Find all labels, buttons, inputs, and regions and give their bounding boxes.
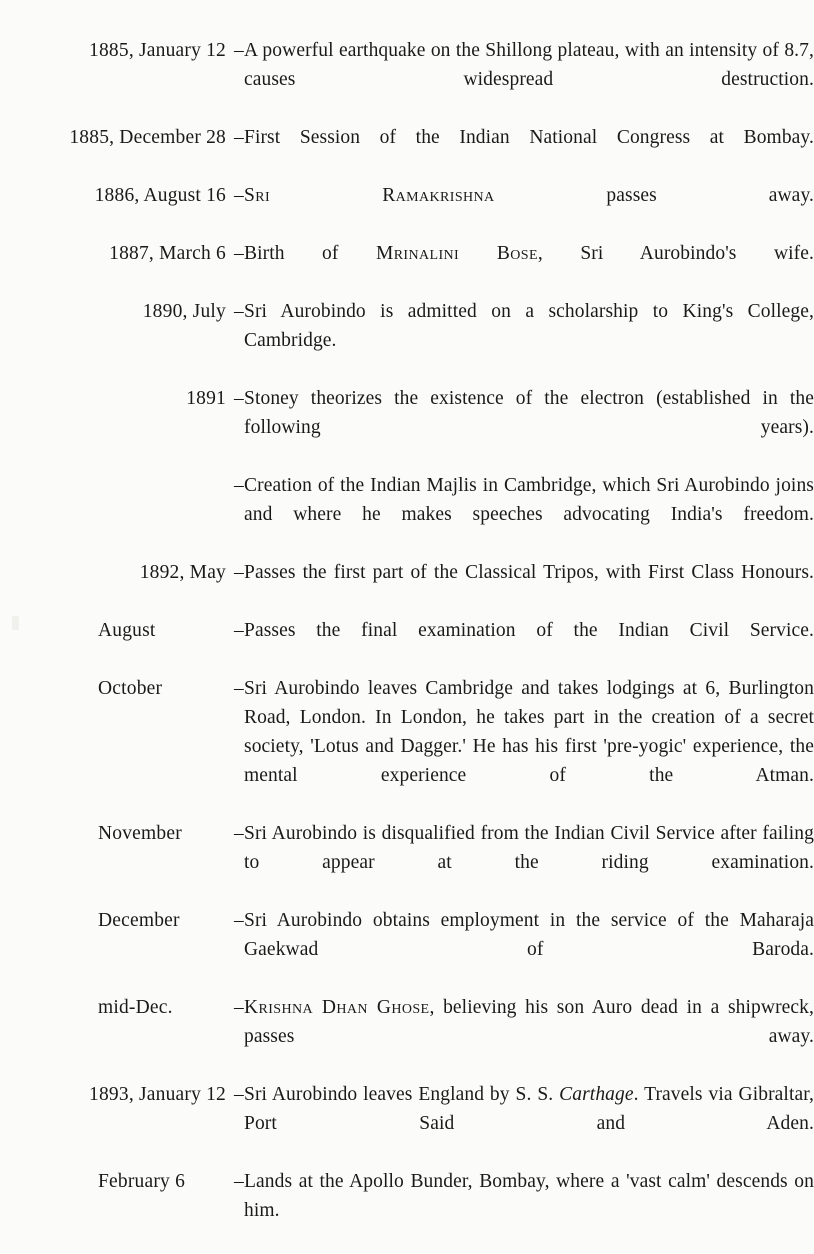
event-text bbox=[244, 819, 814, 906]
text-segment-normal: Sri Aurobindo leaves England by S. S. bbox=[244, 1084, 560, 1105]
chronology-entry bbox=[0, 616, 814, 674]
text-segment-normal: , Sri Aurobindo's wife. bbox=[537, 243, 814, 264]
text-segment-normal: , believing his son Auro dead in a shipwreck, passes away. bbox=[244, 997, 814, 1047]
event-item bbox=[230, 906, 814, 993]
text-segment-normal: Stoney theorizes the existence of the electron (established in the following years). bbox=[244, 388, 814, 438]
entry-date: November bbox=[98, 823, 182, 844]
chronology-entry bbox=[0, 1167, 814, 1254]
entry-date: October bbox=[98, 678, 163, 699]
event-item bbox=[230, 297, 814, 384]
chronology-list bbox=[0, 36, 814, 1254]
dash-marker: – bbox=[234, 562, 244, 583]
chronology-entry bbox=[0, 993, 814, 1080]
event-text bbox=[244, 1167, 814, 1254]
chronology-entry bbox=[0, 181, 814, 239]
text-segment-normal: passes away. bbox=[494, 185, 814, 206]
entry-date: 1892, May bbox=[139, 562, 226, 583]
text-segment-normal: Birth of bbox=[244, 243, 376, 264]
text-segment-normal: Sri Aurobindo is disqualified from the Indian Civil Service after failing to appear at the riding examination. bbox=[244, 823, 814, 873]
event-text bbox=[244, 297, 814, 384]
entry-date: 1886, August 16 bbox=[94, 185, 226, 206]
entry-events bbox=[230, 558, 814, 616]
chronology-entry bbox=[0, 123, 814, 181]
text-segment-normal: Passes the first part of the Classical Tripos, with First Class Honours. bbox=[244, 562, 814, 583]
entry-events bbox=[230, 239, 814, 297]
chronology-entry bbox=[0, 384, 814, 558]
event-item bbox=[230, 123, 814, 181]
chronology-entry bbox=[0, 819, 814, 906]
entry-date: 1887, March 6 bbox=[109, 243, 226, 264]
text-segment-normal: Sri Aurobindo obtains employment in the service of the Maharaja Gaekwad of Baroda. bbox=[244, 910, 814, 960]
dash-marker: – bbox=[234, 301, 244, 322]
text-segment-normal: Sri Aurobindo is admitted on a scholarship to King's College, Cambridge. bbox=[244, 301, 814, 351]
entry-events bbox=[230, 36, 814, 123]
chronology-entry bbox=[0, 906, 814, 993]
entry-events bbox=[230, 906, 814, 993]
dash-marker: – bbox=[234, 185, 244, 206]
event-text bbox=[244, 674, 814, 819]
entry-events bbox=[230, 1080, 814, 1167]
text-segment-normal: Passes the final examination of the Indian Civil Service. bbox=[244, 620, 814, 641]
entry-events bbox=[230, 297, 814, 384]
chronology-entry bbox=[0, 239, 814, 297]
text-segment-normal: Sri Aurobindo leaves Cambridge and takes lodgings at 6, Burlington Road, London. In London, he takes part in the creation of a secret society, 'Lotus and Dagger.' He has his first 'pre-yogic' experience, the mental experience of the Atman. bbox=[244, 678, 814, 786]
entry-events bbox=[230, 674, 814, 819]
text-segment-normal: Lands at the Apollo Bunder, Bombay, where a 'vast calm' descends on him. bbox=[244, 1171, 814, 1221]
chronology-entry bbox=[0, 297, 814, 384]
entry-events bbox=[230, 1167, 814, 1254]
event-item bbox=[230, 36, 814, 123]
event-text bbox=[244, 1080, 814, 1167]
event-text bbox=[244, 123, 814, 181]
entry-events bbox=[230, 181, 814, 239]
text-segment-italic: Carthage bbox=[559, 1084, 634, 1105]
dash-marker: – bbox=[234, 40, 244, 61]
text-segment-normal: Creation of the Indian Majlis in Cambridge, which Sri Aurobindo joins and where he makes speeches advocating India's freedom. bbox=[244, 475, 814, 525]
event-text bbox=[244, 616, 814, 674]
event-item bbox=[230, 384, 814, 471]
event-item bbox=[230, 819, 814, 906]
event-item bbox=[230, 1167, 814, 1254]
dash-marker: – bbox=[234, 475, 244, 496]
event-item bbox=[230, 993, 814, 1080]
text-segment-normal: A powerful earthquake on the Shillong plateau, with an intensity of 8.7, causes widespread destruction. bbox=[244, 40, 814, 90]
dash-marker: – bbox=[234, 243, 244, 264]
event-item bbox=[230, 471, 814, 558]
text-segment-smallcaps: Sri Ramakrishna bbox=[244, 185, 495, 206]
chronology-entry bbox=[0, 36, 814, 123]
event-text bbox=[244, 36, 814, 123]
entry-events bbox=[230, 819, 814, 906]
dash-marker: – bbox=[234, 823, 244, 844]
event-text bbox=[244, 471, 814, 558]
entry-date: December bbox=[98, 910, 180, 931]
entry-events bbox=[230, 993, 814, 1080]
event-text bbox=[244, 239, 814, 297]
chronology-entry bbox=[0, 1080, 814, 1167]
entry-date: 1893, January 12 bbox=[89, 1084, 226, 1105]
dash-marker: – bbox=[234, 997, 244, 1018]
entry-date: 1885, January 12 bbox=[89, 40, 226, 61]
event-item bbox=[230, 616, 814, 674]
event-text bbox=[244, 906, 814, 993]
event-item bbox=[230, 181, 814, 239]
event-item bbox=[230, 674, 814, 819]
dash-marker: – bbox=[234, 910, 244, 931]
text-segment-smallcaps: Krishna Dhan Ghose bbox=[244, 997, 430, 1018]
entry-date: February 6 bbox=[98, 1171, 186, 1192]
entry-date: mid-Dec. bbox=[98, 997, 173, 1018]
entry-events bbox=[230, 616, 814, 674]
entry-date: 1885, December 28 bbox=[69, 127, 226, 148]
dash-marker: – bbox=[234, 1084, 244, 1105]
entry-date: 1891 bbox=[186, 388, 226, 409]
entry-events bbox=[230, 384, 814, 558]
event-item bbox=[230, 1080, 814, 1167]
text-segment-normal: . Travels via Gibraltar, Port Said and Aden. bbox=[244, 1084, 814, 1134]
dash-marker: – bbox=[234, 678, 244, 699]
entry-date: August bbox=[98, 620, 156, 641]
dash-marker: – bbox=[234, 127, 244, 148]
event-text bbox=[244, 993, 814, 1080]
entry-date: 1890, July bbox=[142, 301, 226, 322]
chronology-entry bbox=[0, 558, 814, 616]
event-text bbox=[244, 558, 814, 616]
event-text bbox=[244, 181, 814, 239]
dash-marker: – bbox=[234, 388, 244, 409]
chronology-entry bbox=[0, 674, 814, 819]
event-item bbox=[230, 558, 814, 616]
entry-events bbox=[230, 123, 814, 181]
dash-marker: – bbox=[234, 1171, 244, 1192]
event-text bbox=[244, 384, 814, 471]
dash-marker: – bbox=[234, 620, 244, 641]
text-segment-normal: First Session of the Indian National Congress at Bombay. bbox=[244, 127, 814, 148]
event-item bbox=[230, 239, 814, 297]
text-segment-smallcaps: Mrinalini Bose bbox=[375, 243, 538, 264]
